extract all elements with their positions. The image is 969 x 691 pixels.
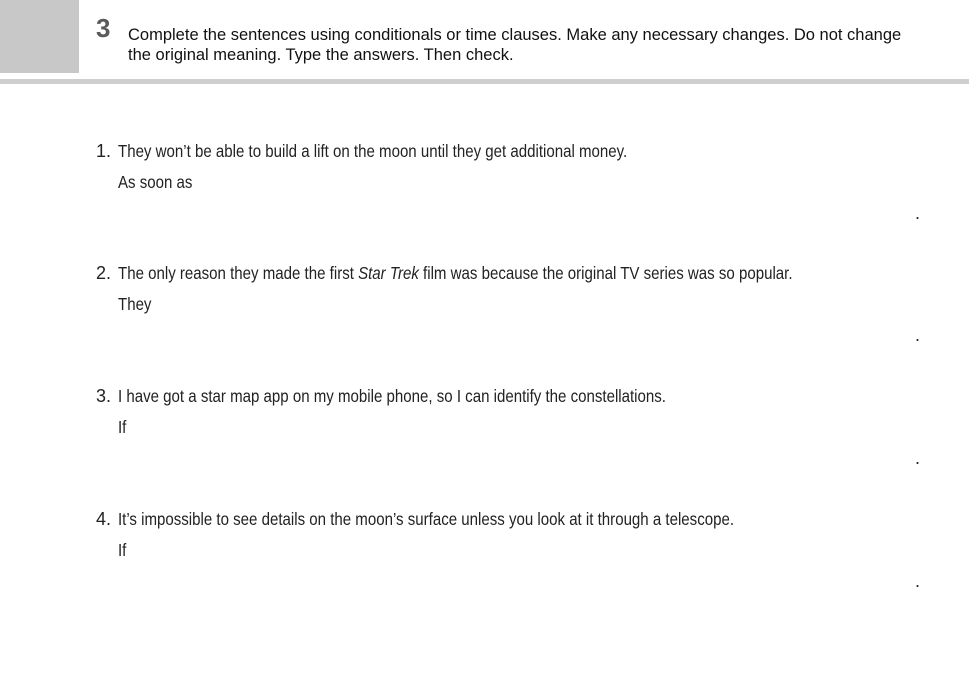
sentence-text-after: film was because the original TV series was so popular. [418, 263, 793, 283]
answer-starter: If [118, 540, 127, 560]
sentence-text: They won’t be able to build a lift on the moon until they get additional money. [118, 141, 628, 161]
exercise-instructions: Complete the sentences using conditionals or time clauses. Make any necessary changes. Do not change the original meaning. Type the answers. Then check. [128, 26, 902, 64]
header-grey-tab [0, 0, 79, 73]
sentence-text: I have got a star map app on my mobile phone, so I can identify the constellations. [118, 386, 666, 406]
sentence-period: . [915, 571, 921, 591]
item-sentence [118, 262, 823, 284]
answer-starter: If [118, 417, 127, 437]
answer-input[interactable] [118, 198, 914, 224]
sentence-period: . [915, 448, 921, 468]
answer-input[interactable] [118, 443, 914, 469]
sentence-text: It’s impossible to see details on the moon’s surface unless you look at it through a telescope. [118, 509, 735, 529]
header-divider [0, 79, 969, 84]
sentence-period: . [915, 203, 921, 223]
exercise-number: 3 [96, 13, 111, 43]
item-number: 4. [96, 509, 112, 529]
answer-input[interactable] [118, 566, 914, 592]
answer-input[interactable] [118, 320, 914, 346]
sentence-italic-text: Star Trek [358, 263, 419, 283]
item-number: 1. [96, 141, 112, 161]
answer-starter: They [118, 294, 152, 314]
item-number: 2. [96, 263, 112, 283]
item-number: 3. [96, 386, 112, 406]
answer-starter: As soon as [118, 172, 193, 192]
item-sentence [118, 508, 823, 530]
item-sentence [118, 385, 823, 407]
item-sentence [118, 140, 823, 162]
sentence-text: The only reason they made the first [118, 263, 359, 283]
sentence-period: . [915, 325, 921, 345]
exercise-header [0, 0, 969, 80]
